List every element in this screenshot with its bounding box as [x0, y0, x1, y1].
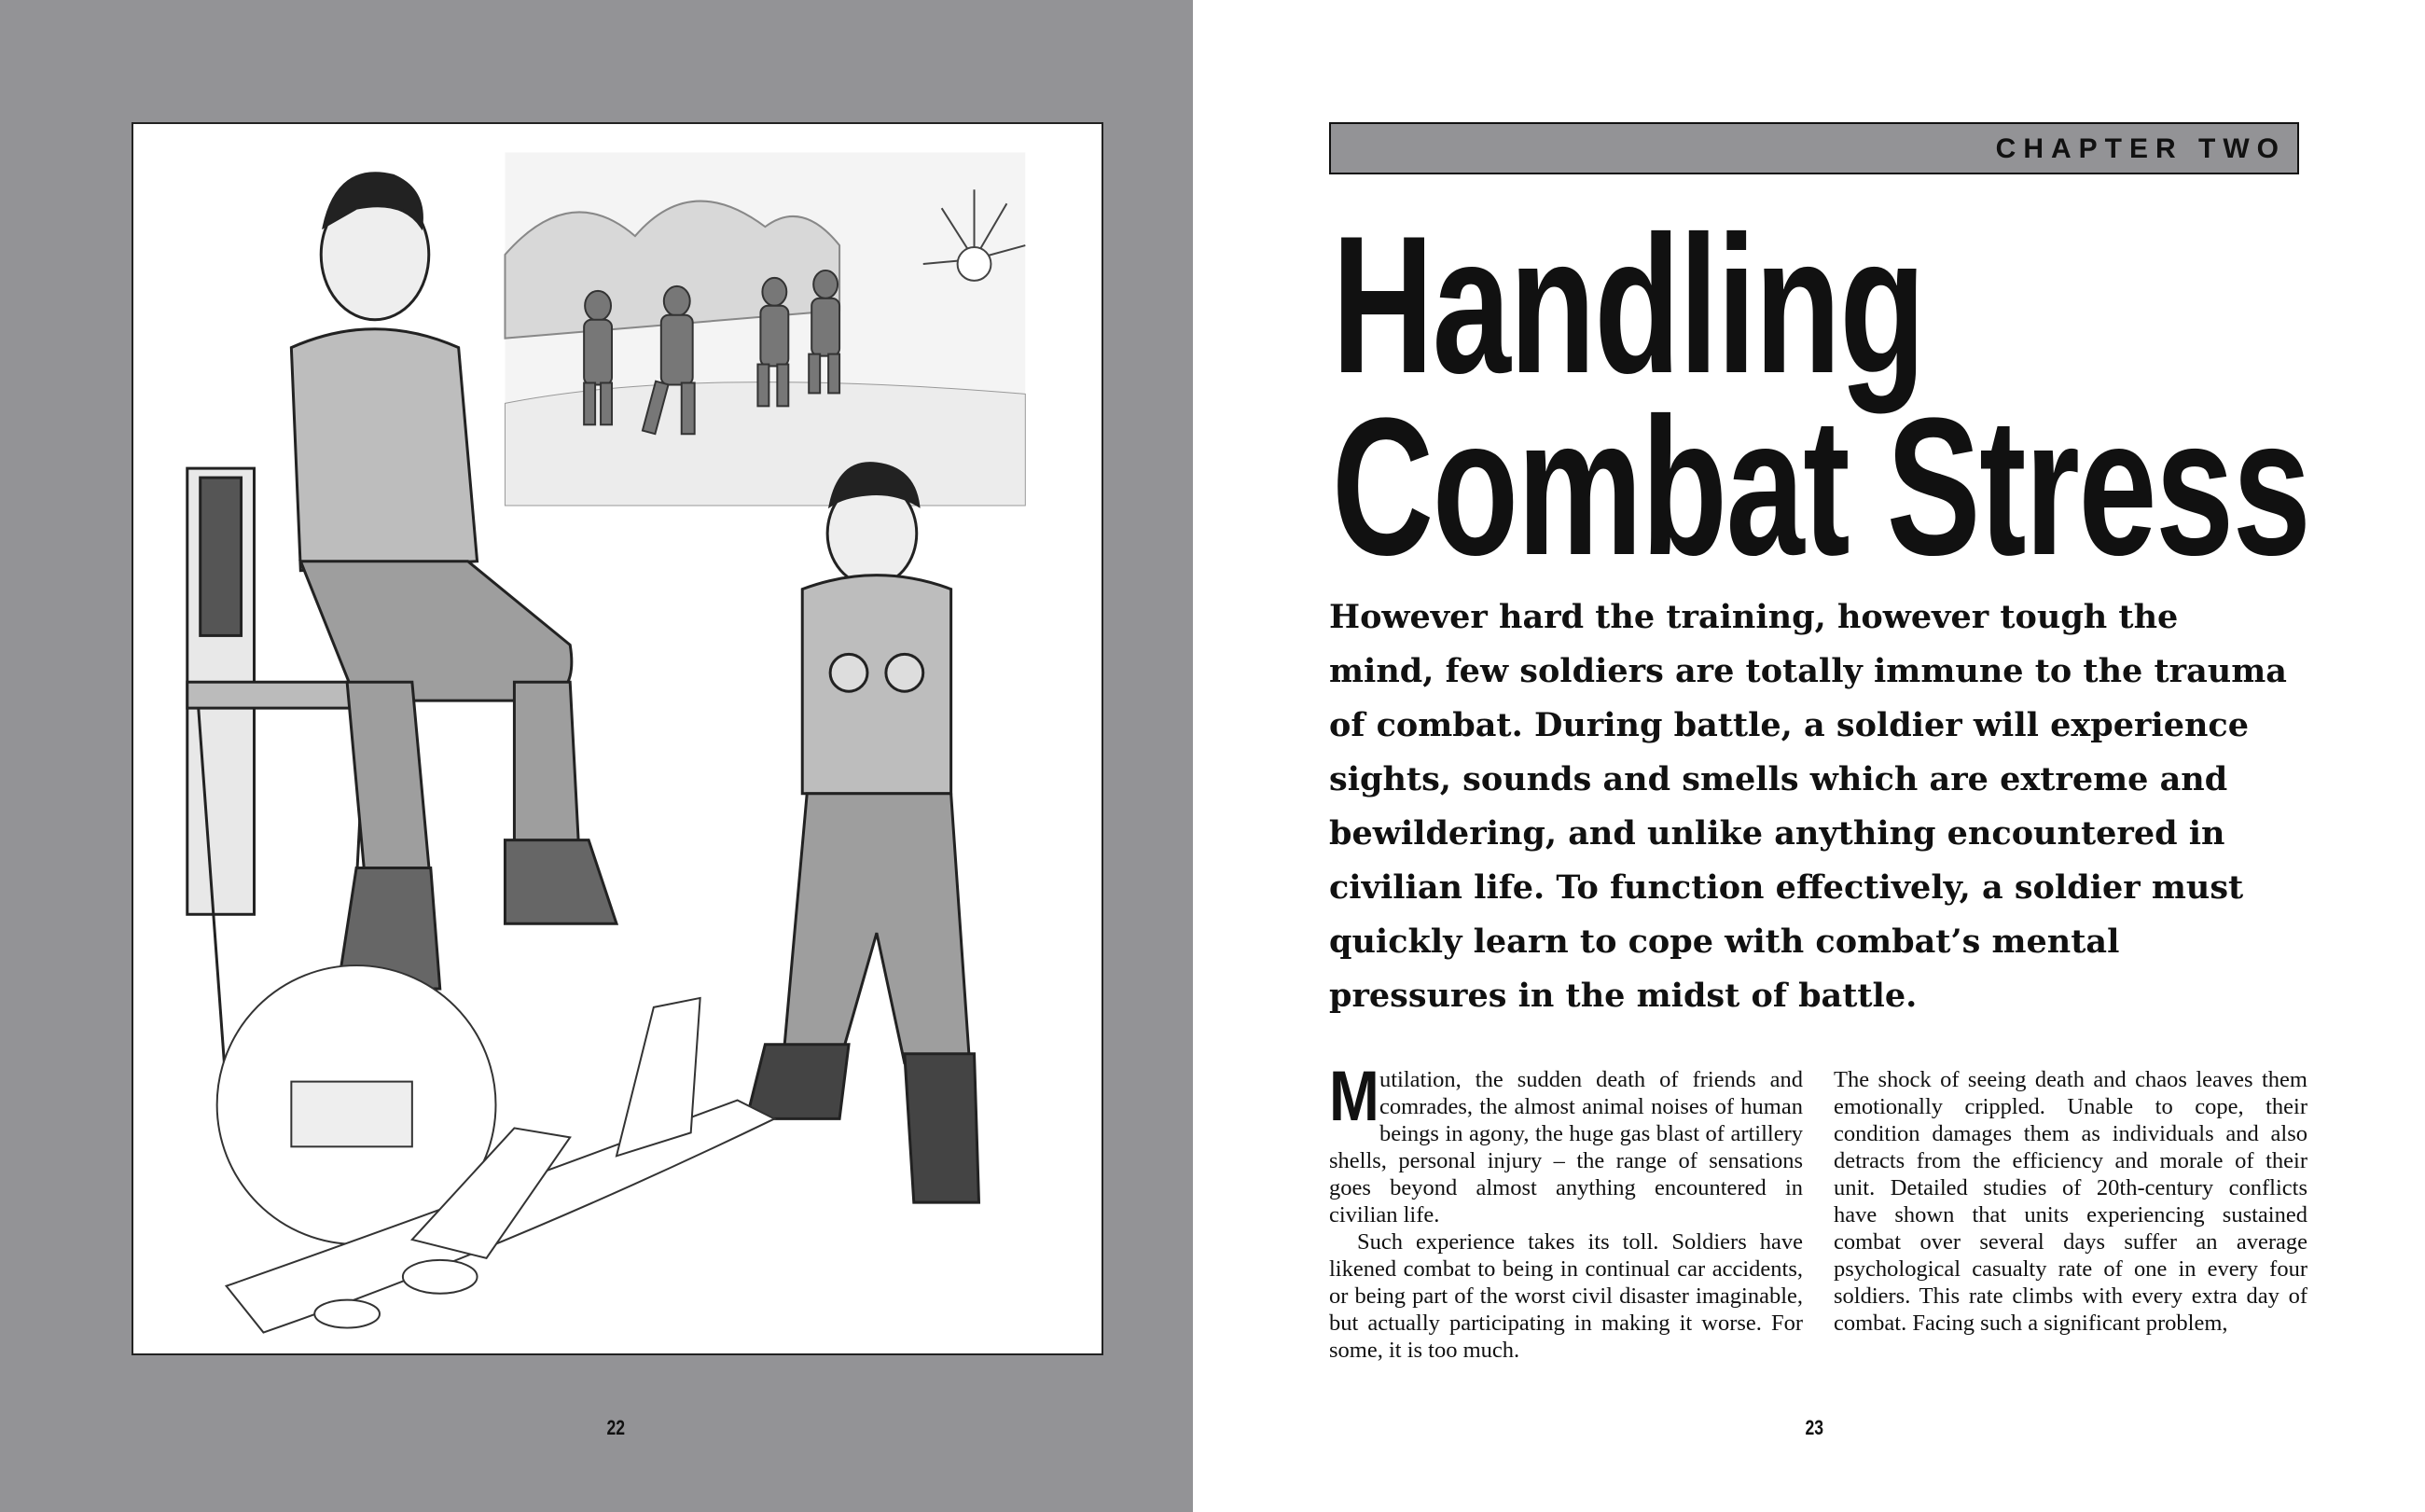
body-column-right — [1834, 1066, 2307, 1337]
illustration-panel — [132, 122, 1103, 1355]
page-number-right: 23 — [1805, 1416, 1824, 1439]
advancing-squad-scene — [505, 152, 1025, 506]
page-number-left: 22 — [606, 1416, 626, 1439]
left-page — [0, 0, 1193, 1512]
body-paragraph: The shock of seeing death and chaos leaves them emotionally crippled. Unable to cope, their condition damages them as individuals and also detracts from the efficiency and morale of their unit. Detailed studies of 20th-century conflicts have shown that units experiencing sustained combat over several days suffer an average psychological casualty rate of one in every four soldiers. This rate climbs with every extra day of combat. Facing such a significant problem, — [1834, 1067, 2307, 1336]
drop-cap: M — [1329, 1057, 1379, 1136]
body-column-left — [1329, 1057, 1803, 1364]
body-paragraph — [1329, 1057, 1803, 1228]
body-paragraph: Such experience takes its toll. Soldiers have likened combat to being in continual car accidents, or being part of the worst civil disaster imaginable, but actually participating in making it worse. For some, it is too much. — [1329, 1229, 1803, 1363]
chapter-title-line-2: Combat Stress — [1332, 377, 2310, 596]
paragraph-text: utilation, the sudden death of friends and comrades, the almost animal noises of human beings in agony, the huge gas blast of artillery shells, personal injury – the range of sensations goes beyond almost anything encountered in civilian life. — [1329, 1067, 1803, 1228]
airliner-crash-vignette — [217, 965, 775, 1332]
chapter-header-bar — [1329, 122, 2299, 174]
chapter-label: CHAPTER TWO — [1995, 133, 2286, 164]
chapter-title-line-1: Handling — [1332, 195, 1925, 414]
standfirst-paragraph: However hard the training, however tough the mind, few soldiers are totally immune to the trauma of combat. During battle, a soldier will experience sights, sounds and smells which are extreme and bewildering, and unlike anything encountered in civilian life. To function effectively, a soldier must quickly learn to cope with combat’s mental pressures in the midst of battle. — [1329, 598, 2287, 1015]
fighting-stance-soldier — [746, 464, 978, 1202]
